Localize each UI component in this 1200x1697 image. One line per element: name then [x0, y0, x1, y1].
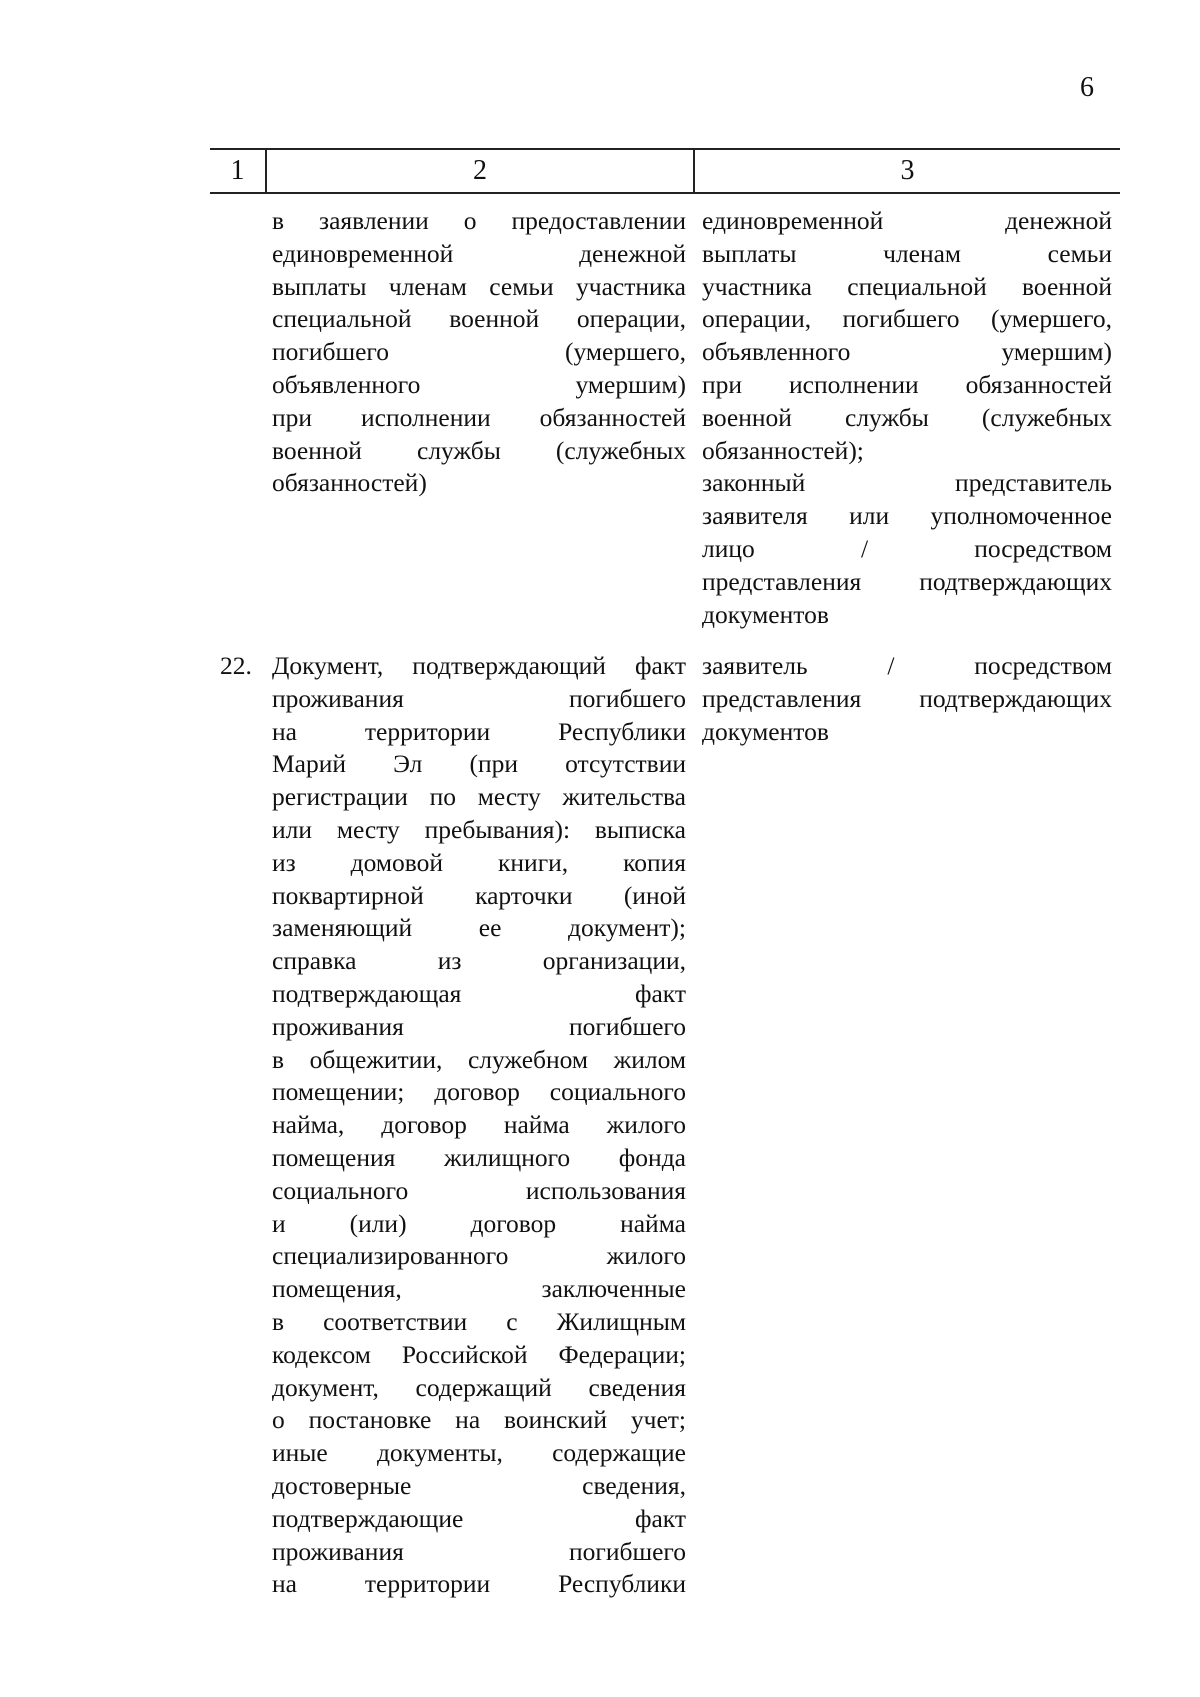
text-line: помещения жилищного фонда: [272, 1142, 686, 1172]
text-line: единовременной денежной: [702, 206, 1112, 235]
text-line: операции, погибшего (умершего,: [702, 304, 1112, 334]
text-line: кодексом Российской Федерации;: [272, 1339, 686, 1369]
text-line: из домовой книги, копия: [272, 847, 686, 877]
text-line: на территории Республики: [272, 716, 686, 746]
text-line: законный представитель: [702, 468, 1112, 498]
text-line: о постановке на воинский учет;: [272, 1405, 686, 1435]
text-line: специализированного жилого: [272, 1241, 686, 1271]
header-cell-2: 2: [473, 155, 487, 186]
header-cell-3: 3: [900, 155, 915, 186]
text-line: найма, договор найма жилого: [272, 1110, 686, 1140]
text-line: заявителя или уполномоченное: [702, 501, 1112, 531]
text-line: подтверждающая факт: [272, 978, 686, 1008]
text-line: объявленного умершим): [702, 337, 1112, 367]
text-line: участника специальной военной: [702, 271, 1112, 301]
text-line: помещения, заключенные: [272, 1274, 686, 1304]
continued-row-col3: [702, 205, 1112, 631]
text-line: Документ, подтверждающий факт: [272, 651, 686, 680]
text-line: Марий Эл (при отсутствии: [272, 749, 686, 779]
text-line: обязанностей);: [702, 435, 864, 465]
text-line: при исполнении обязанностей: [272, 402, 686, 432]
text-line: подтверждающие факт: [272, 1503, 686, 1533]
text-line: документ, содержащий сведения: [272, 1372, 686, 1402]
text-line: проживания погибшего: [272, 1536, 686, 1566]
text-line: в соответствии с Жилищным: [272, 1306, 686, 1336]
text-line: при исполнении обязанностей: [702, 369, 1112, 399]
text-line: достоверные сведения,: [272, 1470, 686, 1500]
text-line: регистрации по месту жительства: [272, 782, 686, 812]
text-line: объявленного умершим): [272, 369, 686, 399]
text-line: военной службы (служебных: [272, 435, 686, 465]
row-22-col3: [702, 650, 1112, 748]
text-line: и (или) договор найма: [272, 1208, 686, 1238]
continued-row-col2: [272, 205, 686, 500]
text-line: в общежитии, служебном жилом: [272, 1044, 686, 1074]
text-line: на территории Республики: [272, 1569, 686, 1599]
text-line: социального использования: [272, 1175, 686, 1205]
page-number: 6: [1080, 72, 1094, 103]
text-line: выплаты членам семьи: [702, 238, 1112, 268]
text-line: заменяющий ее документ);: [272, 913, 686, 943]
text-line: заявитель / посредством: [702, 651, 1112, 680]
text-line: документов: [702, 716, 829, 746]
text-line: специальной военной операции,: [272, 304, 686, 334]
text-line: представления подтверждающих: [702, 683, 1112, 713]
text-line: выплаты членам семьи участника: [272, 271, 686, 301]
header-cell-1: 1: [230, 155, 245, 186]
text-line: военной службы (служебных: [702, 402, 1112, 432]
text-line: проживания погибшего: [272, 683, 686, 713]
text-line: документов: [702, 599, 829, 629]
text-line: обязанностей): [272, 468, 427, 498]
table-header: [210, 148, 1120, 194]
text-line: лицо / посредством: [702, 533, 1112, 563]
text-line: иные документы, содержащие: [272, 1438, 686, 1468]
text-line: представления подтверждающих: [702, 566, 1112, 596]
text-line: в заявлении о предоставлении: [272, 206, 686, 235]
text-line: справка из организации,: [272, 946, 686, 976]
text-line: проживания погибшего: [272, 1011, 686, 1041]
text-line: поквартирной карточки (иной: [272, 880, 686, 910]
text-line: погибшего (умершего,: [272, 337, 686, 367]
row-number: 22.: [220, 651, 252, 680]
row-22-col2: [272, 650, 686, 1601]
text-line: или месту пребывания): выписка: [272, 814, 686, 844]
text-line: единовременной денежной: [272, 238, 686, 268]
text-line: помещении; договор социального: [272, 1077, 686, 1107]
